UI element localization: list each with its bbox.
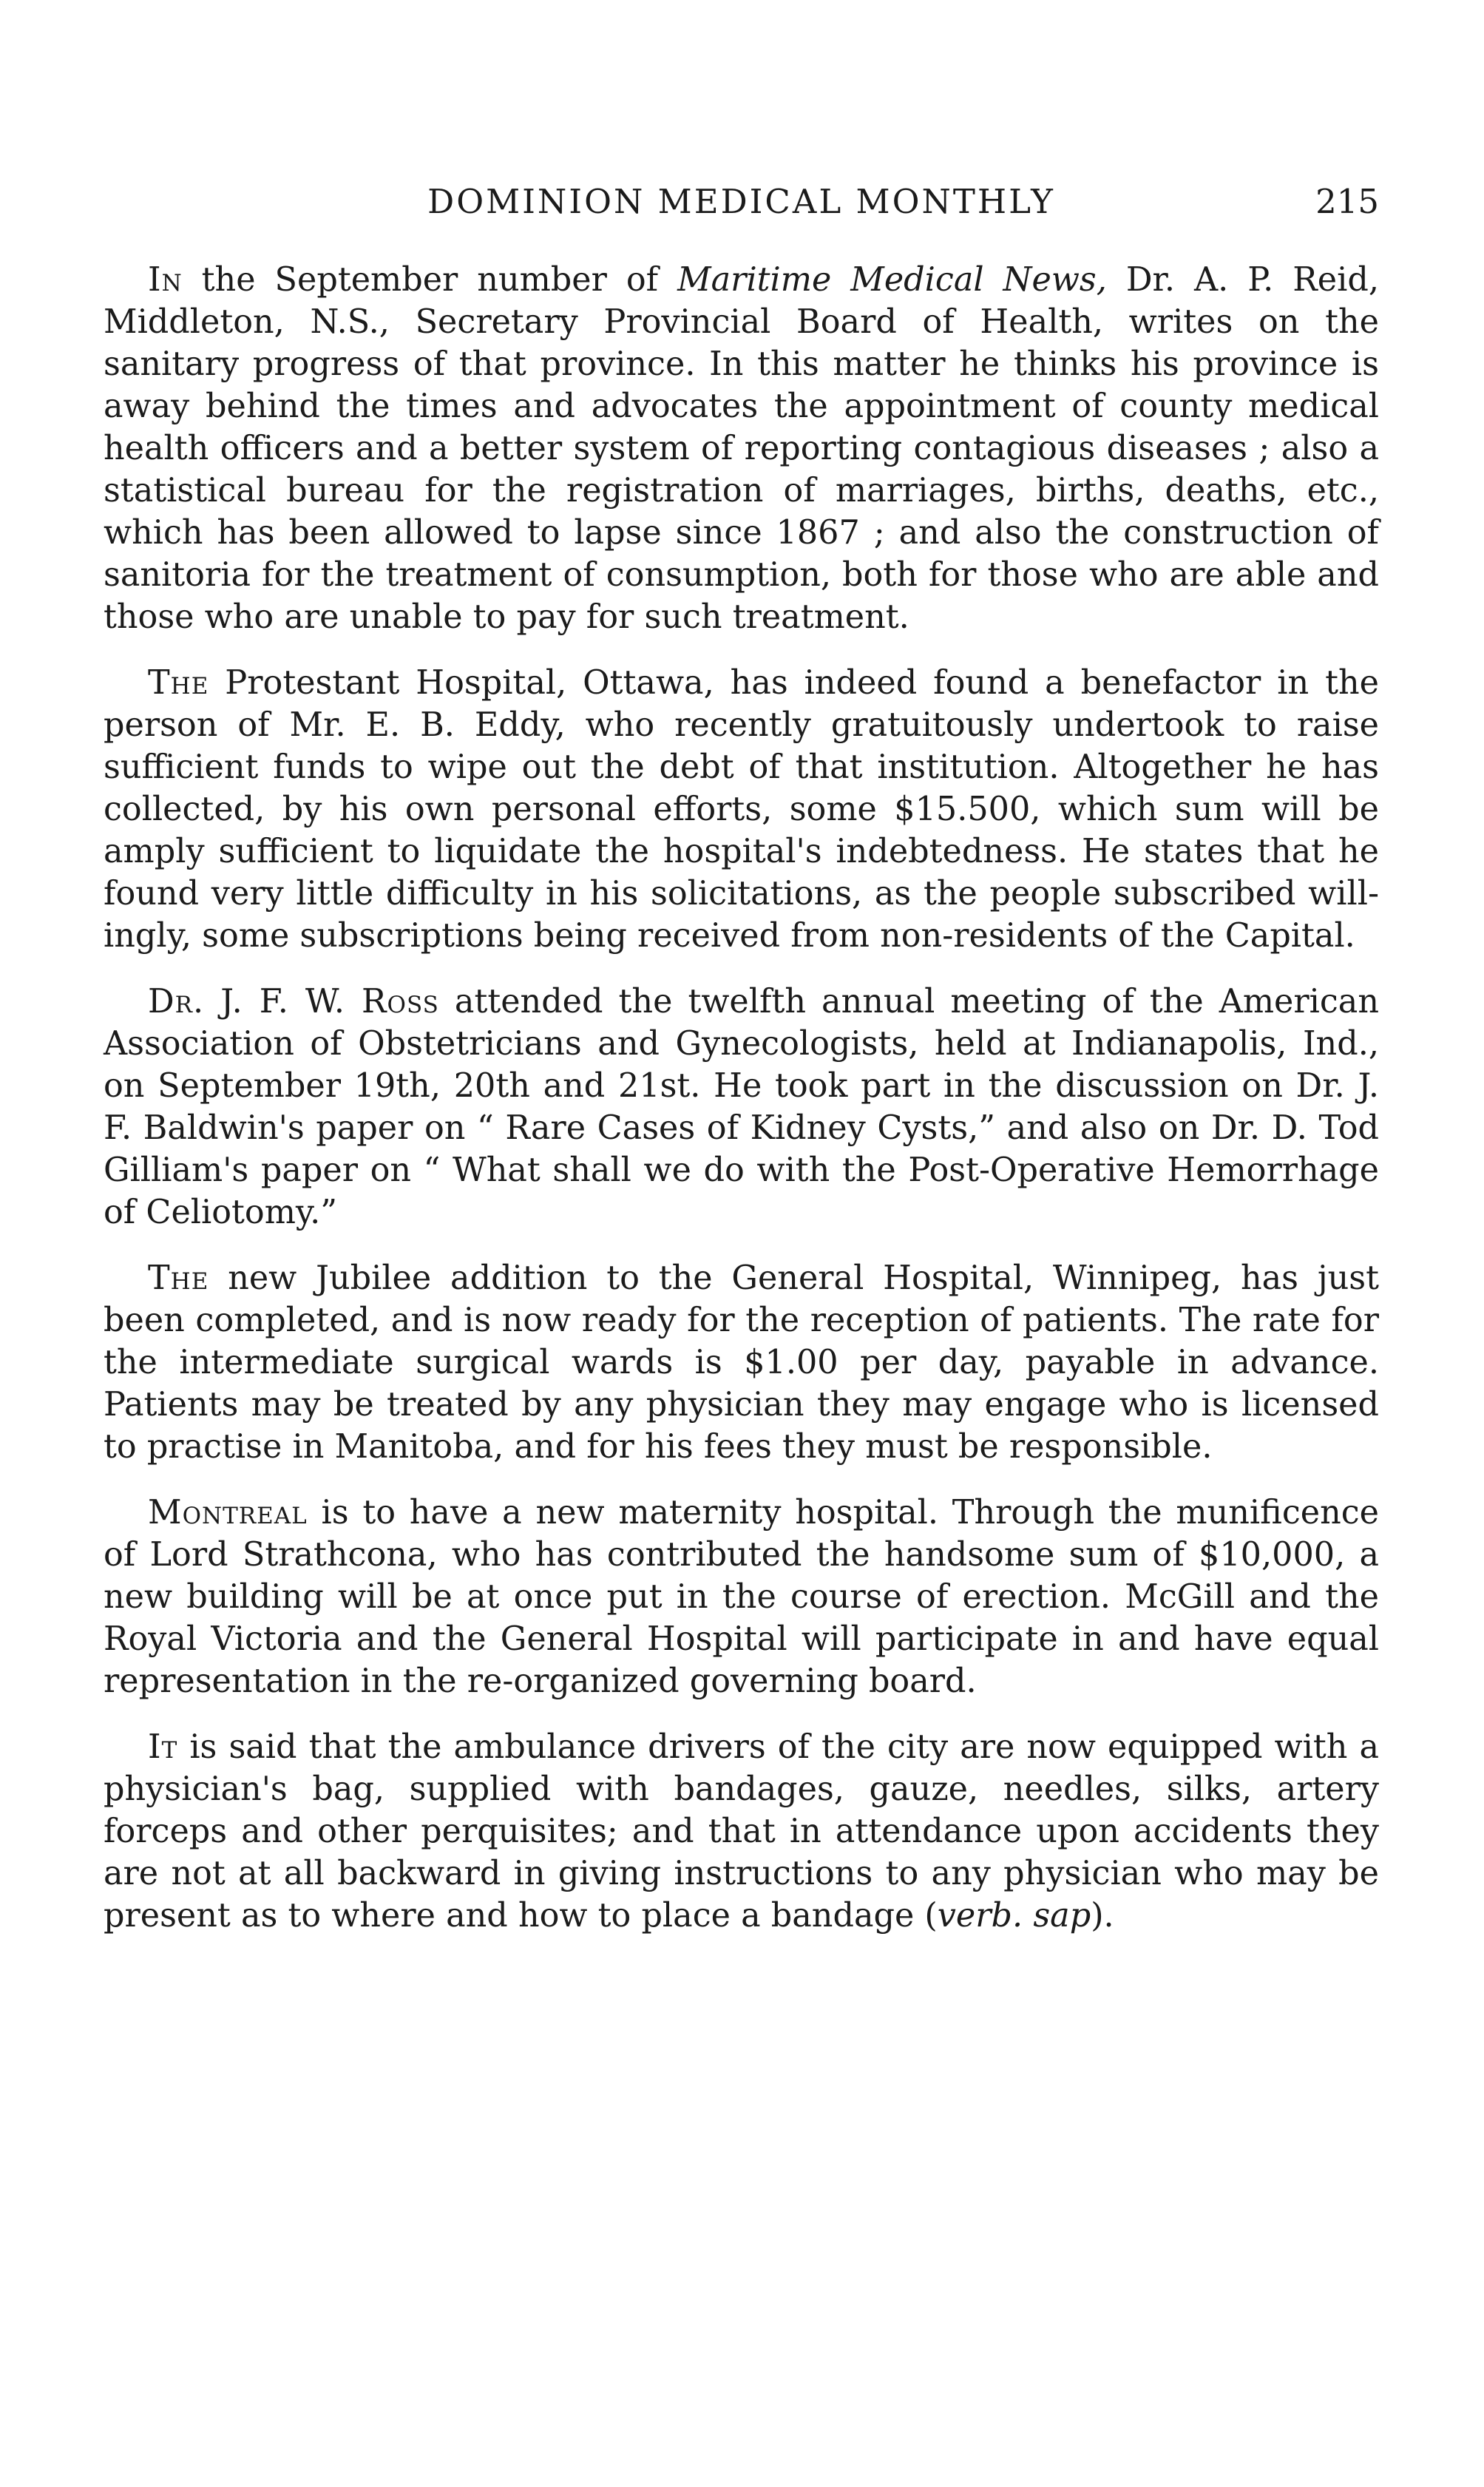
paragraph-text: ). [1091,1897,1114,1935]
paragraph-text: Dr. A. P. Reid, Middleton, N.S., Secretary Provincial Board of Health, writes on the sanitary progress of that province. In this matter he thinks his province is away behind the times and advocates the appointment of county medical health officers and a better system of reporting contagious diseases ; also a statistical bureau for the registration of marriages, births, deaths, etc., which has been allowed to lapse since 1867 ; and also the construction of sanitoria for the treatment of consumption, both for those who are able and those who are unable to pay for such treatment. [104,261,1379,636]
paragraph-protestant-hospital [104,662,1379,957]
paragraph-lead: It [148,1728,178,1766]
paragraph-lead: In [148,261,183,299]
paragraph-lead: Montreal [148,1494,308,1532]
latin-phrase: verb. sap [937,1897,1091,1935]
paragraph-montreal-maternity [104,1492,1379,1702]
paragraph-lead: The [148,664,209,702]
journal-title: Maritime Medical News, [677,261,1107,299]
article-body [104,259,1379,1960]
paragraph-ambulance-drivers [104,1726,1379,1937]
paragraph-text: the September number of [182,261,678,299]
paragraph-dr-ross [104,981,1379,1234]
paragraph-text: attended the twelfth annual meeting of the American Association of Obstetricians and Gynecologists, held at Indianapolis, Ind., on September 19th, 20th and 21st. He took part in the discussion on Dr. J. F. Baldwin's paper on “ Rare Cases of Kidney Cysts,” and also on Dr. D. Tod Gilliam's paper on “ What shall we do with the Post-Operative Hemorrhage of Celiotomy.” [104,983,1379,1231]
running-header [104,176,1379,228]
paragraph-text: is said that the ambulance drivers of the city are now equipped with a physician's bag, supplied with bandages, gauze, needles, silks, artery forceps and other perquisites; and that in attendance upon accidents they are not at all backward in giving instructions to any physician who may be present as to where and how to place a bandage ( [104,1728,1379,1935]
paragraph-text: Protestant Hospital, Ottawa, has indeed found a benefactor in the person of Mr. E. B. Eddy, who recently gratuitously undertook to raise sufficient funds to wipe out the debt of that institution. Altogether he has collected, by his own personal efforts, some $15.500, which sum will be amply sufficient to liquidate the hospital's indebtedness. He states that he found very little difficulty in his solicitations, as the people subscribed willingly, some subscriptions being received from non-residents of the Capital. [104,664,1379,955]
paragraph-text: new Jubilee addition to the General Hospital, Winnipeg, has just been completed, and is now ready for the reception of patients. The rate for the intermediate surgical wards is $1.00 per day, payable in advance. Patients may be treated by any physician they may engage who is licensed to practise in Manitoba, and for his fees they must be responsible. [104,1259,1379,1466]
paragraph-winnipeg-hospital [104,1257,1379,1468]
paragraph-maritime-news [104,259,1379,638]
paragraph-lead: The [148,1259,209,1297]
paragraph-lead: Dr. J. F. W. Ross [148,983,439,1021]
running-title: DOMINION MEDICAL MONTHLY [427,182,1055,221]
paragraph-text: is to have a new maternity hospital. Through the munificence of Lord Strathcona, who has contributed the handsome sum of $10,000, a new building will be at once put in the course of erection. McGill and the Royal Victoria and the General Hospital will participate in and have equal representation in the re-organized governing board. [104,1494,1379,1700]
page-number: 215 [1315,182,1379,221]
